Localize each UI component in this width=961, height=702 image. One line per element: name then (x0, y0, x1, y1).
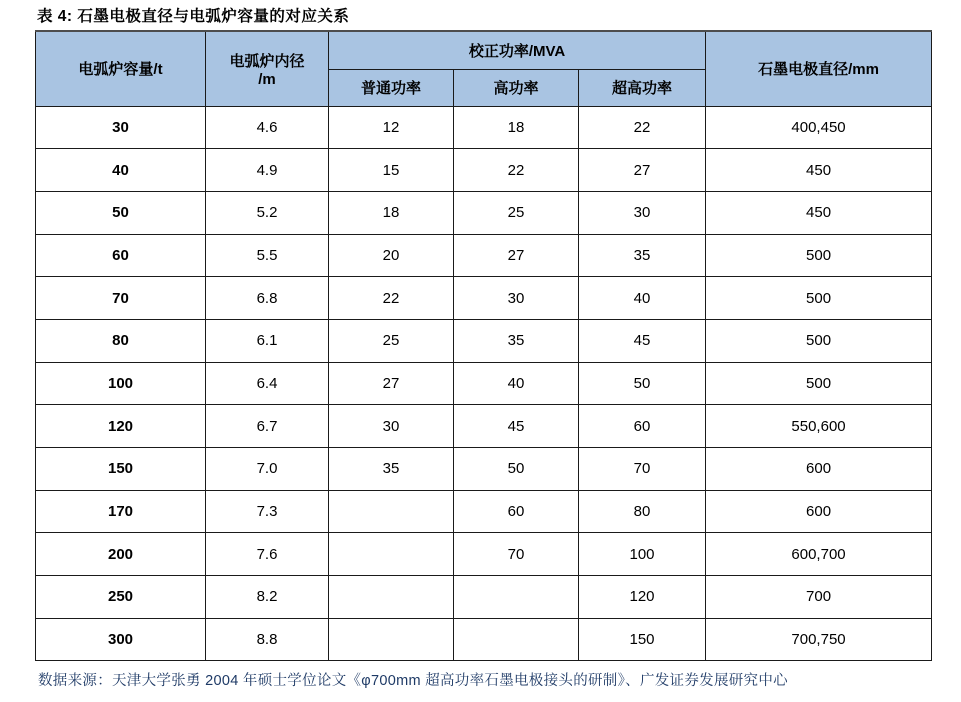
subheader-high-power: 高功率 (454, 69, 579, 106)
cell: 30 (454, 277, 579, 320)
cell: 20 (329, 234, 454, 277)
source-note: 数据来源：天津大学张勇 2004 年硕士学位论文《φ700mm 超高功率石墨电极接头的研制》、广发证券发展研究中心 (38, 673, 788, 689)
cell: 700 (706, 576, 932, 619)
cell: 25 (454, 191, 579, 234)
cell: 600 (706, 490, 932, 533)
table-row (36, 149, 932, 192)
cell: 45 (579, 319, 706, 362)
header-inner-diameter-line2: /m (258, 70, 276, 88)
table-row (36, 362, 932, 405)
cell: 500 (706, 277, 932, 320)
table-header (36, 31, 932, 106)
cell: 40 (454, 362, 579, 405)
cell: 600,700 (706, 533, 932, 576)
cell: 120 (36, 405, 206, 448)
table-row (36, 405, 932, 448)
cell: 22 (454, 149, 579, 192)
subheader-ultra-high-power: 超高功率 (579, 69, 706, 106)
cell: 6.7 (206, 405, 329, 448)
table-title: 表 4: 石墨电极直径与电弧炉容量的对应关系 (37, 8, 350, 25)
cell: 27 (329, 362, 454, 405)
table-row (36, 448, 932, 491)
header-inner-diameter-line1: 电弧炉内径 (229, 52, 305, 70)
cell: 100 (579, 533, 706, 576)
cell: 18 (329, 191, 454, 234)
cell: 4.9 (206, 149, 329, 192)
cell (454, 618, 579, 661)
cell (454, 576, 579, 619)
cell: 8.8 (206, 618, 329, 661)
table-row (36, 277, 932, 320)
cell: 400,450 (706, 106, 932, 149)
cell: 6.1 (206, 319, 329, 362)
header-inner-diameter (206, 31, 329, 106)
cell: 7.6 (206, 533, 329, 576)
cell (329, 490, 454, 533)
electrode-capacity-table (35, 30, 932, 661)
table-row (36, 490, 932, 533)
cell: 60 (579, 405, 706, 448)
cell: 300 (36, 618, 206, 661)
cell: 8.2 (206, 576, 329, 619)
cell: 5.2 (206, 191, 329, 234)
cell: 6.4 (206, 362, 329, 405)
cell: 200 (36, 533, 206, 576)
cell (329, 533, 454, 576)
cell: 80 (36, 319, 206, 362)
cell: 15 (329, 149, 454, 192)
cell: 12 (329, 106, 454, 149)
cell: 22 (579, 106, 706, 149)
cell: 5.5 (206, 234, 329, 277)
table-row (36, 618, 932, 661)
table-row (36, 191, 932, 234)
header-electrode-diameter: 石墨电极直径/mm (706, 31, 932, 106)
cell: 7.0 (206, 448, 329, 491)
cell: 550,600 (706, 405, 932, 448)
cell: 450 (706, 191, 932, 234)
cell: 60 (454, 490, 579, 533)
cell: 6.8 (206, 277, 329, 320)
cell: 120 (579, 576, 706, 619)
cell: 70 (36, 277, 206, 320)
cell: 27 (454, 234, 579, 277)
table-row (36, 533, 932, 576)
table-body (36, 106, 932, 661)
cell: 80 (579, 490, 706, 533)
cell: 250 (36, 576, 206, 619)
cell: 7.3 (206, 490, 329, 533)
cell: 600 (706, 448, 932, 491)
cell (329, 618, 454, 661)
cell: 450 (706, 149, 932, 192)
cell (329, 576, 454, 619)
header-corrected-power-group: 校正功率/MVA (329, 31, 706, 69)
cell: 170 (36, 490, 206, 533)
cell: 60 (36, 234, 206, 277)
cell: 30 (329, 405, 454, 448)
subheader-normal-power: 普通功率 (329, 69, 454, 106)
cell: 70 (454, 533, 579, 576)
cell: 4.6 (206, 106, 329, 149)
cell: 35 (329, 448, 454, 491)
cell: 27 (579, 149, 706, 192)
cell: 30 (36, 106, 206, 149)
cell: 150 (36, 448, 206, 491)
cell: 40 (36, 149, 206, 192)
cell: 50 (36, 191, 206, 234)
cell: 150 (579, 618, 706, 661)
table-row (36, 234, 932, 277)
cell: 35 (454, 319, 579, 362)
cell: 50 (454, 448, 579, 491)
cell: 700,750 (706, 618, 932, 661)
cell: 70 (579, 448, 706, 491)
header-capacity: 电弧炉容量/t (36, 31, 206, 106)
cell: 30 (579, 191, 706, 234)
table-row (36, 319, 932, 362)
table-row (36, 576, 932, 619)
cell: 35 (579, 234, 706, 277)
cell: 22 (329, 277, 454, 320)
cell: 45 (454, 405, 579, 448)
cell: 18 (454, 106, 579, 149)
cell: 500 (706, 319, 932, 362)
cell: 500 (706, 362, 932, 405)
cell: 25 (329, 319, 454, 362)
cell: 100 (36, 362, 206, 405)
cell: 40 (579, 277, 706, 320)
cell: 50 (579, 362, 706, 405)
cell: 500 (706, 234, 932, 277)
table-row (36, 106, 932, 149)
